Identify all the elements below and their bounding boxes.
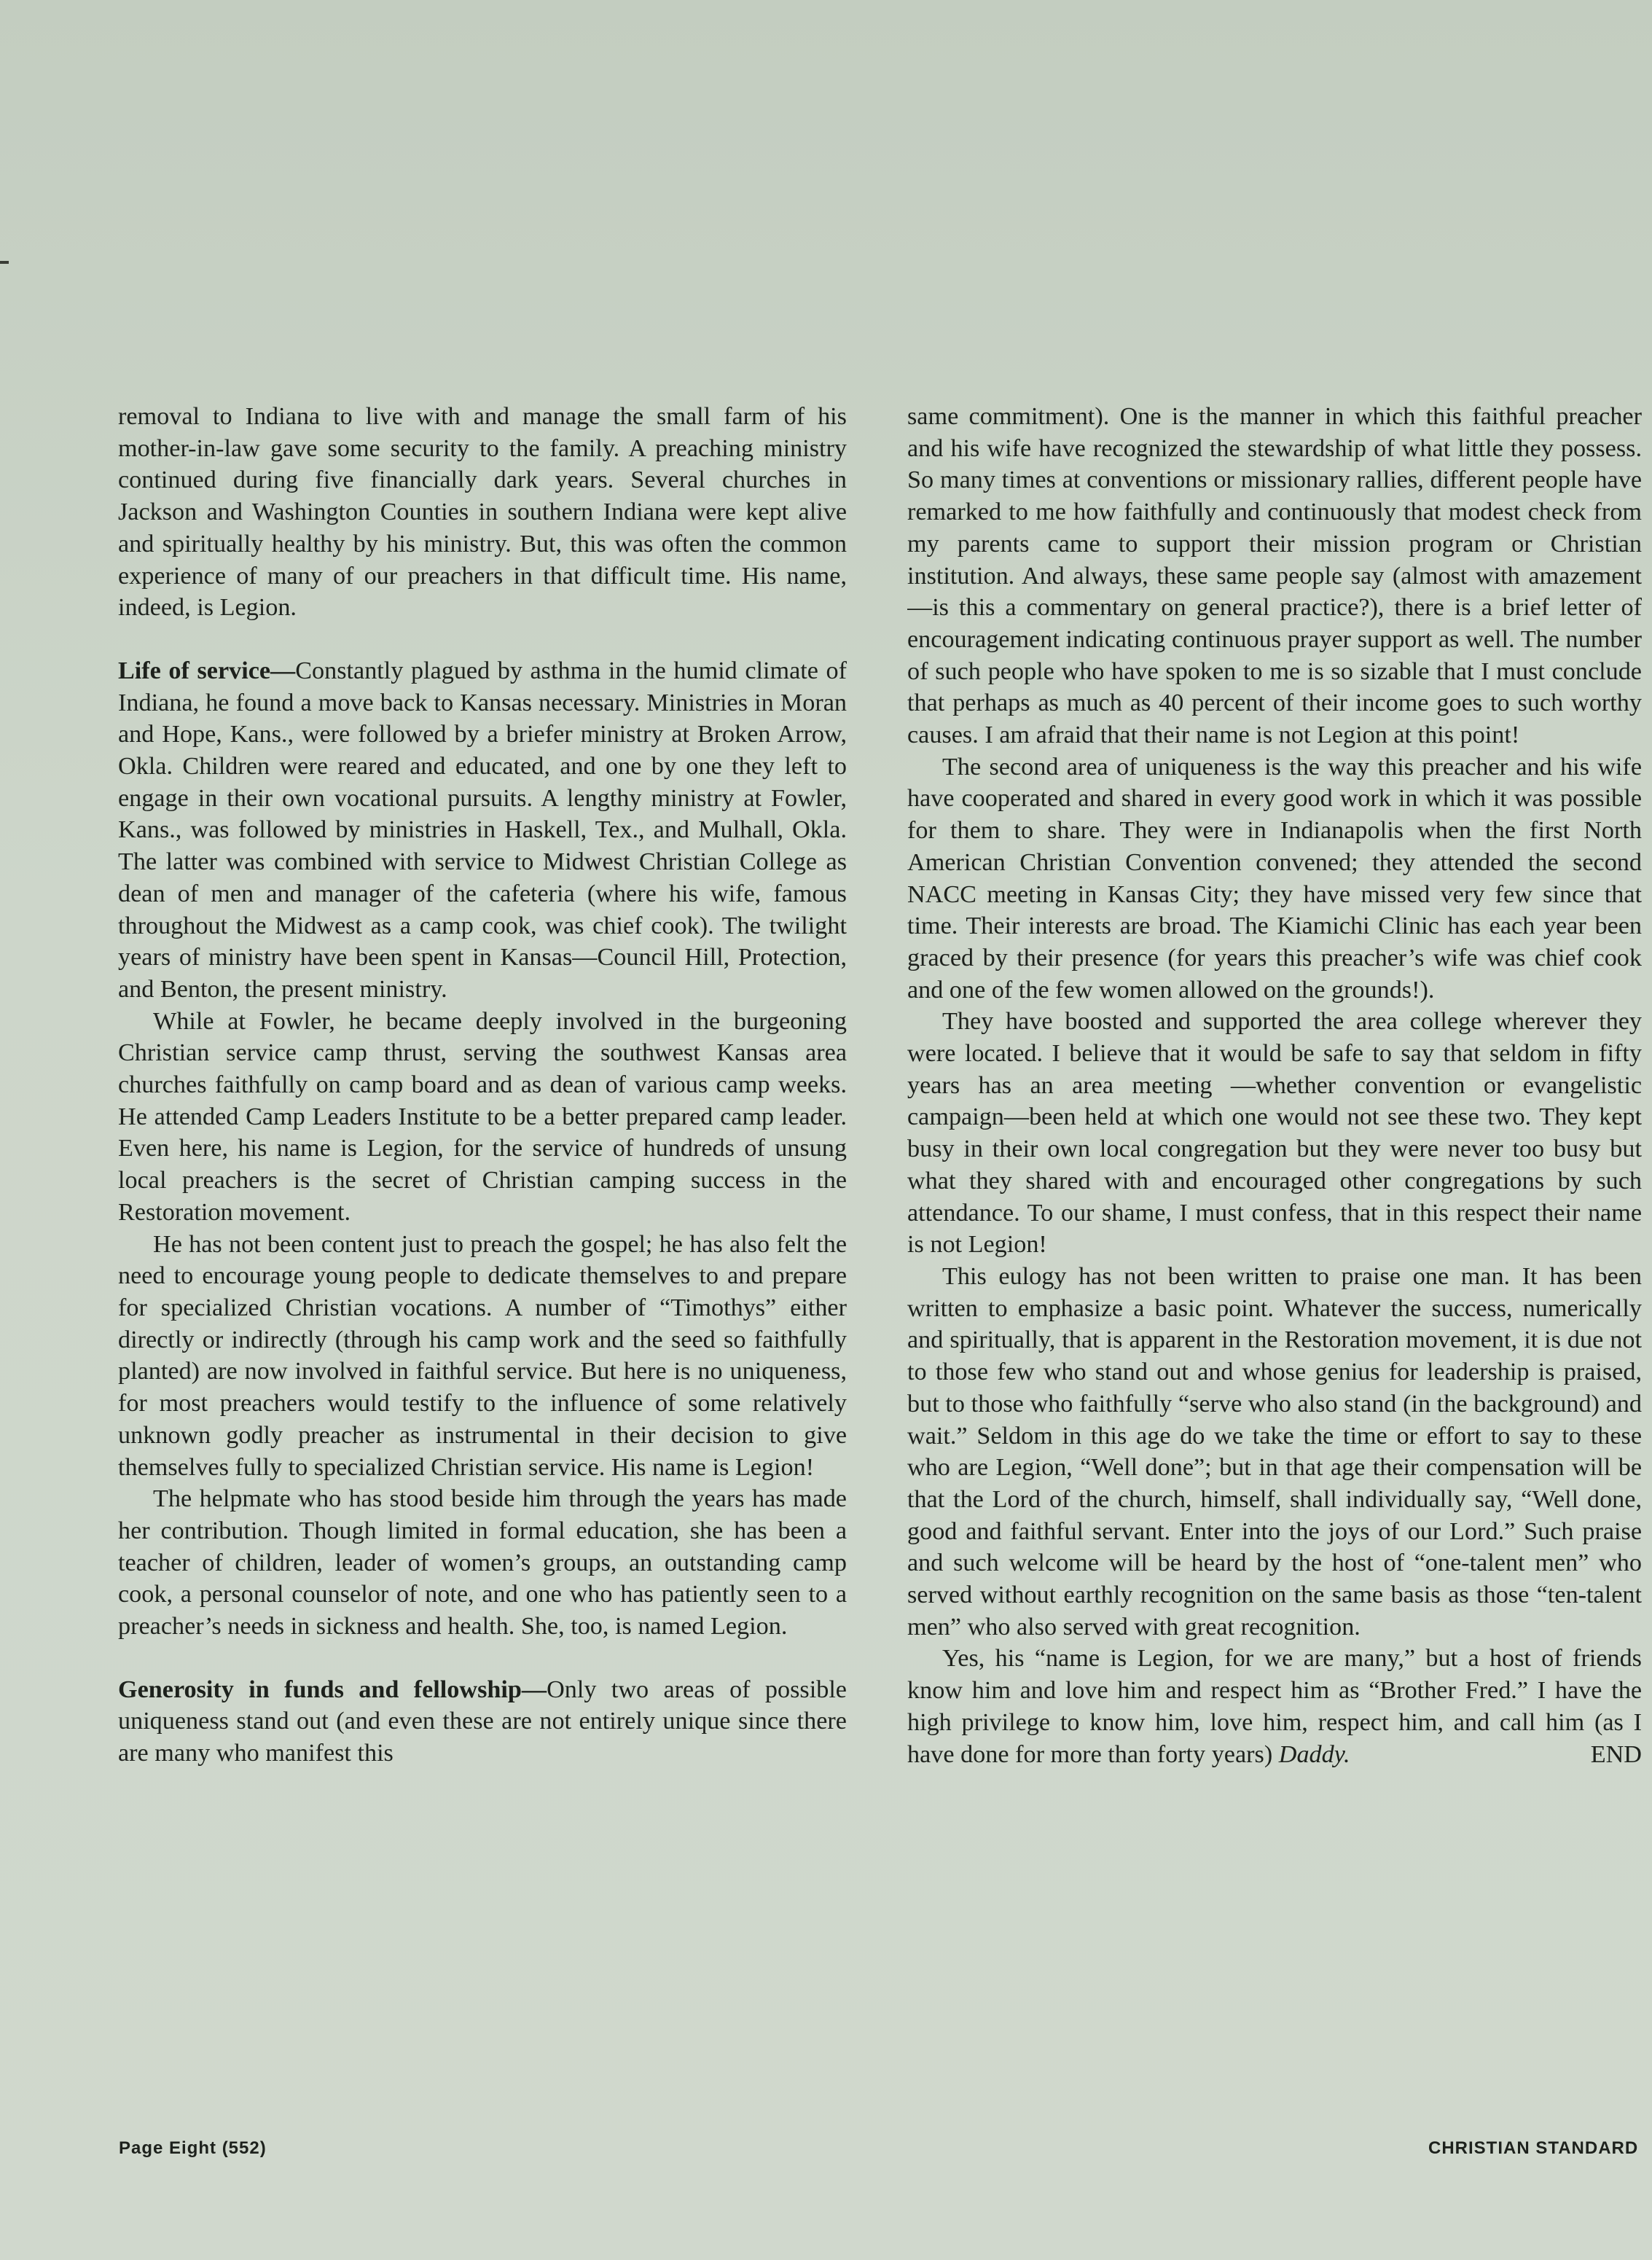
right-paragraph-3: They have boosted and supported the area college wherever they were located. I believe that it would be safe to say that seldom in fifty years has an area meeting —whether convention or evangelistic campaign—been held at which one would not see these two. They kept busy in their own local congregation but they were never too busy but what they shared with and encouraged other congregations by such attendance. To our shame, I must confess, that in this respect their name is not Legion! [907, 1008, 1642, 1259]
right-paragraph-5 [907, 1643, 1642, 1770]
right-paragraph-4: This eulogy has not been written to praise one man. It has been written to emphasize a basic point. Whatever the success, numerically and spiritually, that is apparent in the Restoration movement, it is due not to those few who stand out and whose genius for leadership is praised, but to those who faithfully “serve who also stand (in the background) and wait.” Seldom in this age do we take the time or effort to say to these who are Legion, “Well done”; but in that age their compensation will be that the Lord of the church, himself, shall individually say, “Well done, good and faithful servant. Enter into the joys of our Lord.” Such praise and such welcome will be heard by the host of “one-talent men” who served without earthly recognition on the same basis as those “ten-talent men” who also served with great recognition. [907, 1262, 1642, 1641]
left-paragraph-2-text: Constantly plagued by asthma in the humid climate of Indiana, he found a move back to Kansas necessary. Ministries in Moran and Hope, Kans., were followed by a briefer ministry at Broken Arrow, Okla. Children were reared and educated, and one by one they left to engage in their own vocational pursuits. A lengthy ministry at Fowler, Kans., was followed by ministries in Haskell, Tex., and Mulhall, Okla. The latter was combined with service to Midwest Christian College as dean of men and manager of the cafeteria (where his wife, famous throughout the Midwest as a camp cook, was chief cook). The twilight years of ministry have been spent in Kansas—Council Hill, Protection, and Benton, the present ministry. [118, 657, 847, 1003]
page-number-label: Page Eight (552) [119, 2138, 267, 2158]
scan-edge-mark [0, 261, 9, 264]
section-heading-generosity: Generosity in funds and fellowship— [118, 1676, 547, 1703]
left-paragraph-1: removal to Indiana to live with and manage the small farm of his mother-in-law gave some security to the family. A preaching ministry continued during five financially dark years. Several churches in Jackson and Washington Counties in southern Indiana were kept alive and spiritually healthy by his ministry. But, this was often the common experience of many of our preachers in that difficult time. His name, indeed, is Legion. [118, 403, 847, 622]
left-paragraph-5: The helpmate who has stood beside him through the years has made her contribution. Though limited in formal education, she has been a teacher of children, leader of women’s groups, an outstanding camp cook, a personal counselor of note, and one who has patiently seen to a preacher’s needs in sickness and health. She, too, is named Legion. [118, 1485, 847, 1641]
right-paragraph-1: same commitment). One is the manner in which this faithful preacher and his wife have recognized the stewardship of what little they possess. So many times at conventions or missionary rallies, different people have remarked to me how faithfully and continuously that modest check from my parents came to support their mission program or Christian institution. And always, these same people say (almost with amazement—is this a commentary on general practice?), there is a brief letter of encouragement indicating continuous prayer support as well. The number of such people who have spoken to me is so sizable that I must conclude that perhaps as much as 40 percent of their income goes to such worthy causes. I am afraid that their name is not Legion at this point! [907, 403, 1642, 749]
closing-word-daddy: Daddy. [1278, 1740, 1350, 1768]
right-paragraph-5-text: Yes, his “name is Legion, for we are many,” but a host of friends know him and love him and respect him as “Brother Fred.” I have the high privilege to know him, love him, respect him, and call him (as I have done for more than forty years) [907, 1645, 1642, 1768]
left-paragraph-4: He has not been content just to preach the gospel; he has also felt the need to encourage young people to dedicate themselves to and prepare for specialized Christian vocations. A number of “Timothys” either directly or indirectly (through his camp work and the seed so faithfully planted) are now involved in faithful service. But here is no uniqueness, for most preachers would testify to the influence of some relatively unknown godly preacher as instrumental in their decision to give themselves fully to specialized Christian service. His name is Legion! [118, 1230, 847, 1481]
right-paragraph-2: The second area of uniqueness is the way this preacher and his wife have cooperated and shared in every good work in which it was possible for them to share. They were in Indianapolis when the first North American Christian Convention convened; they attended the second NACC meeting in Kansas City; they have missed very few since that time. Their interests are broad. The Kiamichi Clinic has each year been graced by their presence (for years this preacher’s wife was chief cook and one of the few women allowed on the grounds!). [907, 753, 1642, 1004]
right-column [907, 401, 1642, 2095]
publication-name: CHRISTIAN STANDARD [1428, 2138, 1639, 2158]
section-heading-life-of-service: Life of service— [118, 657, 296, 684]
end-mark: END [1590, 1740, 1642, 1768]
left-paragraph-6-text: Only two areas of possible uniqueness stand out (and even these are not entirely unique since there are many who manifest this [118, 1676, 847, 1767]
left-column [118, 401, 847, 2095]
left-paragraph-6 [118, 1674, 847, 1770]
left-paragraph-2 [118, 655, 847, 1006]
left-paragraph-3: While at Fowler, he became deeply involved in the burgeoning Christian service camp thrust, serving the southwest Kansas area churches faithfully on camp board and as dean of various camp weeks. He attended Camp Leaders Institute to be a better prepared camp leader. Even here, his name is Legion, for the service of hundreds of unsung local preachers is the secret of Christian camping success in the Restoration movement. [118, 1007, 847, 1226]
bleed-through-title [124, 175, 1581, 292]
